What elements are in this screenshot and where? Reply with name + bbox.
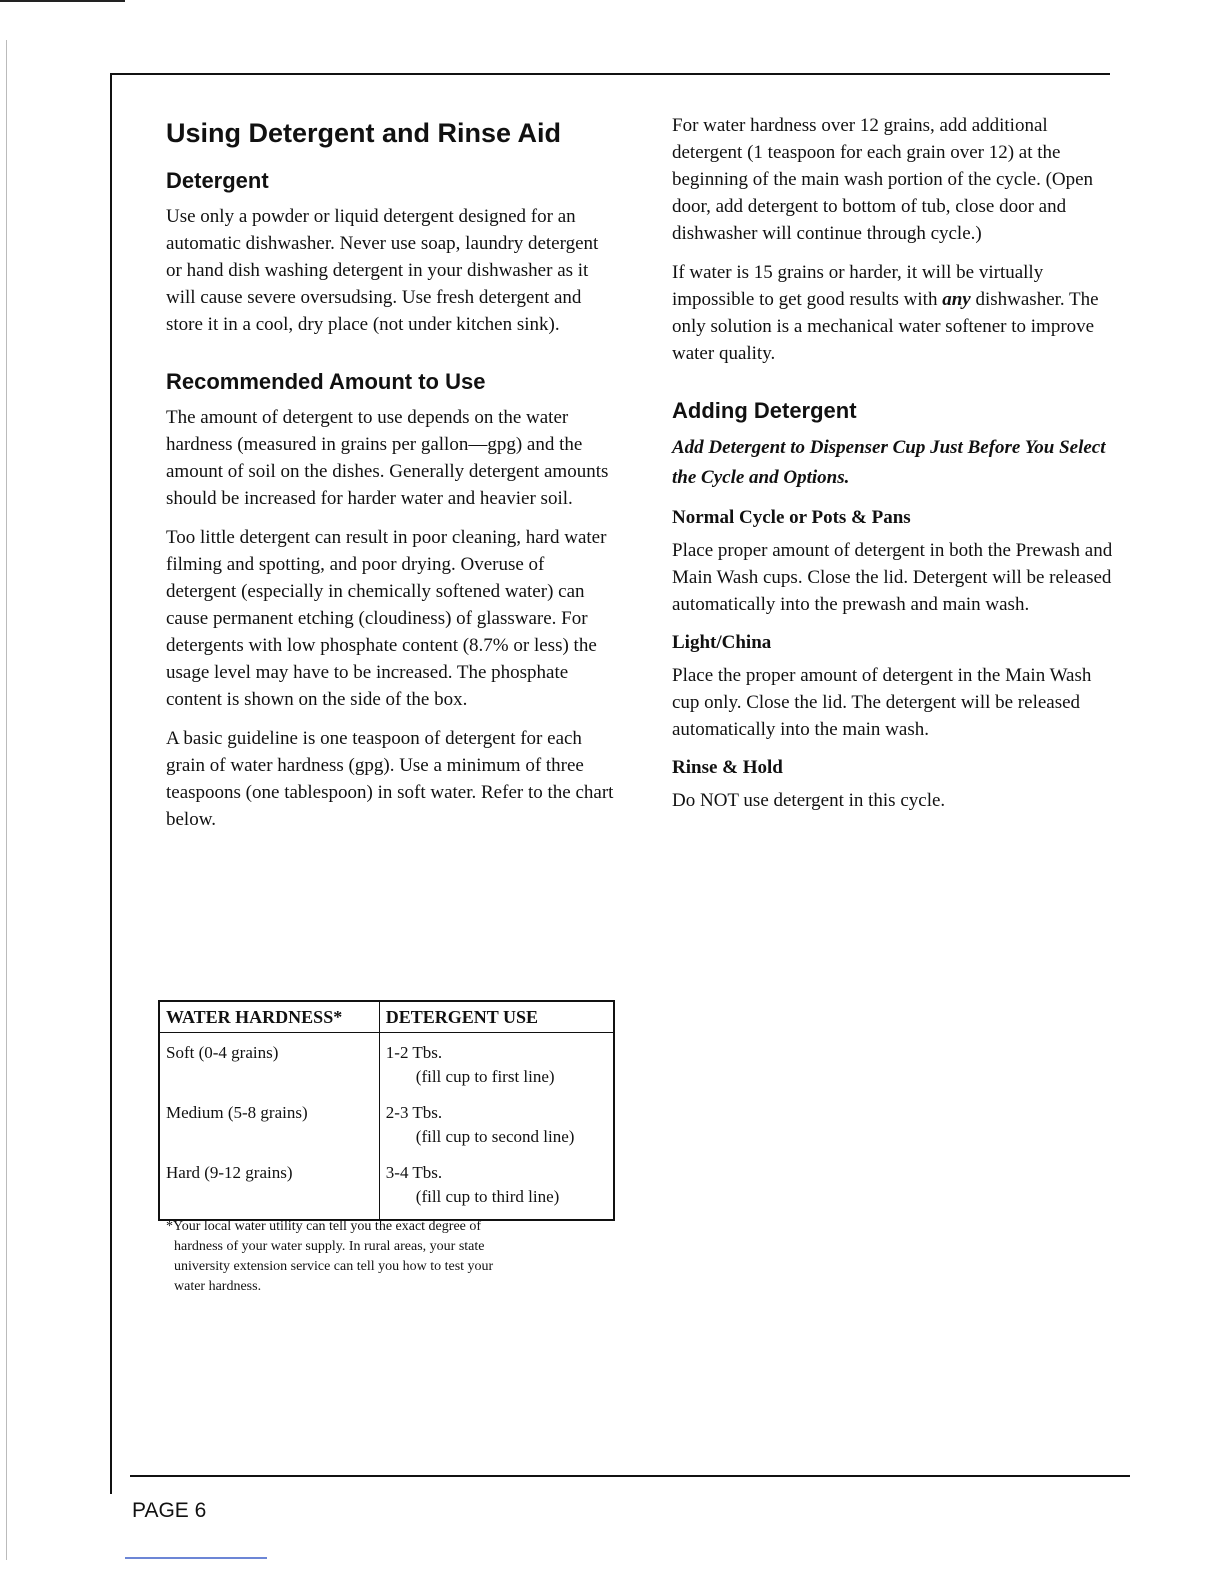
header-water-hardness: WATER HARDNESS* (159, 1001, 379, 1033)
adding-detergent-heading: Adding Detergent (672, 398, 857, 423)
recommended-paragraph-2: Too little detergent can result in poor cleaning, hard water filming and spotting, and poor drying. Overuse of detergent (especially in chemically softened water) can cause permanent etching (cloudiness) of glassware. For detergents with low phosphate content (8.7% or less) the usage level may have to be increased. The phosphate content is shown on the side of the box. (166, 527, 607, 710)
amount-cell (379, 1153, 614, 1220)
top-rule (110, 73, 1110, 75)
scan-artifact-line (125, 1557, 267, 1559)
light-china-text: Place the proper amount of detergent in the Main Wash cup only. Close the lid. The detergent will be released automatically into the main wash. (672, 665, 1092, 740)
table-row (159, 1153, 614, 1220)
rinse-hold-heading: Rinse & Hold (672, 757, 783, 778)
page-number: PAGE 6 (132, 1499, 207, 1522)
hardness-cell: Medium (5-8 grains) (159, 1093, 379, 1153)
right-column (672, 112, 1117, 826)
scan-edge-left (6, 40, 7, 1560)
footnote-line: water hardness. (174, 1279, 262, 1294)
hard-water-text-1: If water is 15 grains or harder, it will be virtually impossible to get good results with (672, 262, 1044, 310)
amount-value: 1-2 Tbs. (385, 1043, 443, 1062)
rinse-hold-text: Do NOT use detergent in this cycle. (672, 790, 946, 811)
footnote-line: *Your local water utility can tell you the exact degree of (166, 1219, 482, 1234)
amount-cell (379, 1093, 614, 1153)
page-title: Using Detergent and Rinse Aid (166, 118, 562, 148)
recommended-amount-heading: Recommended Amount to Use (166, 369, 486, 394)
extra-detergent-paragraph: For water hardness over 12 grains, add additional detergent (1 teaspoon for each grain over 12) at the beginning of the main wash portion of the cycle. (Open door, add detergent to bottom of tub, close door and dishwasher will continue through cycle.) (672, 115, 1094, 244)
normal-cycle-heading: Normal Cycle or Pots & Pans (672, 507, 911, 528)
fill-note: (fill cup to third line) (415, 1187, 560, 1206)
amount-value: 2-3 Tbs. (385, 1103, 443, 1122)
emphasis-any: any (942, 289, 971, 310)
bottom-rule (130, 1475, 1130, 1477)
scan-edge-top (0, 0, 125, 2)
detergent-chart (158, 1000, 615, 1221)
normal-cycle-text: Place proper amount of detergent in both the Prewash and Main Wash cups. Close the lid. Detergent will be released automatically into the prewash and main wash. (672, 540, 1113, 615)
left-rule (110, 74, 112, 1494)
footnote-line: hardness of your water supply. In rural areas, your state (174, 1239, 485, 1254)
footnote-line: university extension service can tell you how to test your (174, 1259, 494, 1274)
hard-water-paragraph (672, 259, 1117, 367)
detergent-paragraph: Use only a powder or liquid detergent designed for an automatic dishwasher. Never use soap, laundry detergent or hand dish washing detergent in your dishwasher as it will cause severe oversudsing. Use fresh detergent and store it in a cool, dry place (not under kitchen sink). (166, 206, 599, 335)
chart-footnote (166, 1217, 596, 1297)
table-row (159, 1033, 614, 1094)
table-row (159, 1093, 614, 1153)
hardness-cell: Hard (9-12 grains) (159, 1153, 379, 1220)
recommended-paragraph-1: The amount of detergent to use depends on the water hardness (measured in grains per gallon—gpg) and the amount of soil on the dishes. Generally detergent amounts should be increased for harder water and heavier soil. (166, 407, 609, 509)
fill-note: (fill cup to first line) (415, 1067, 555, 1086)
left-column (166, 115, 616, 845)
header-detergent-use: DETERGENT USE (379, 1001, 614, 1033)
hardness-cell: Soft (0-4 grains) (159, 1033, 379, 1094)
light-china-heading: Light/China (672, 632, 772, 653)
fill-note: (fill cup to second line) (415, 1127, 575, 1146)
hard-water-text-2: dishwasher. The only solution is a mechanical water softener to improve water quality. (672, 289, 1099, 364)
amount-cell (379, 1033, 614, 1094)
amount-value: 3-4 Tbs. (385, 1163, 443, 1182)
adding-detergent-lead: Add Detergent to Dispenser Cup Just Before You Select the Cycle and Options. (672, 437, 1106, 488)
detergent-heading: Detergent (166, 168, 269, 193)
recommended-paragraph-3: A basic guideline is one teaspoon of detergent for each grain of water hardness (gpg). Use a minimum of three teaspoons (one tablespoon) in soft water. Refer to the chart below. (166, 728, 614, 830)
